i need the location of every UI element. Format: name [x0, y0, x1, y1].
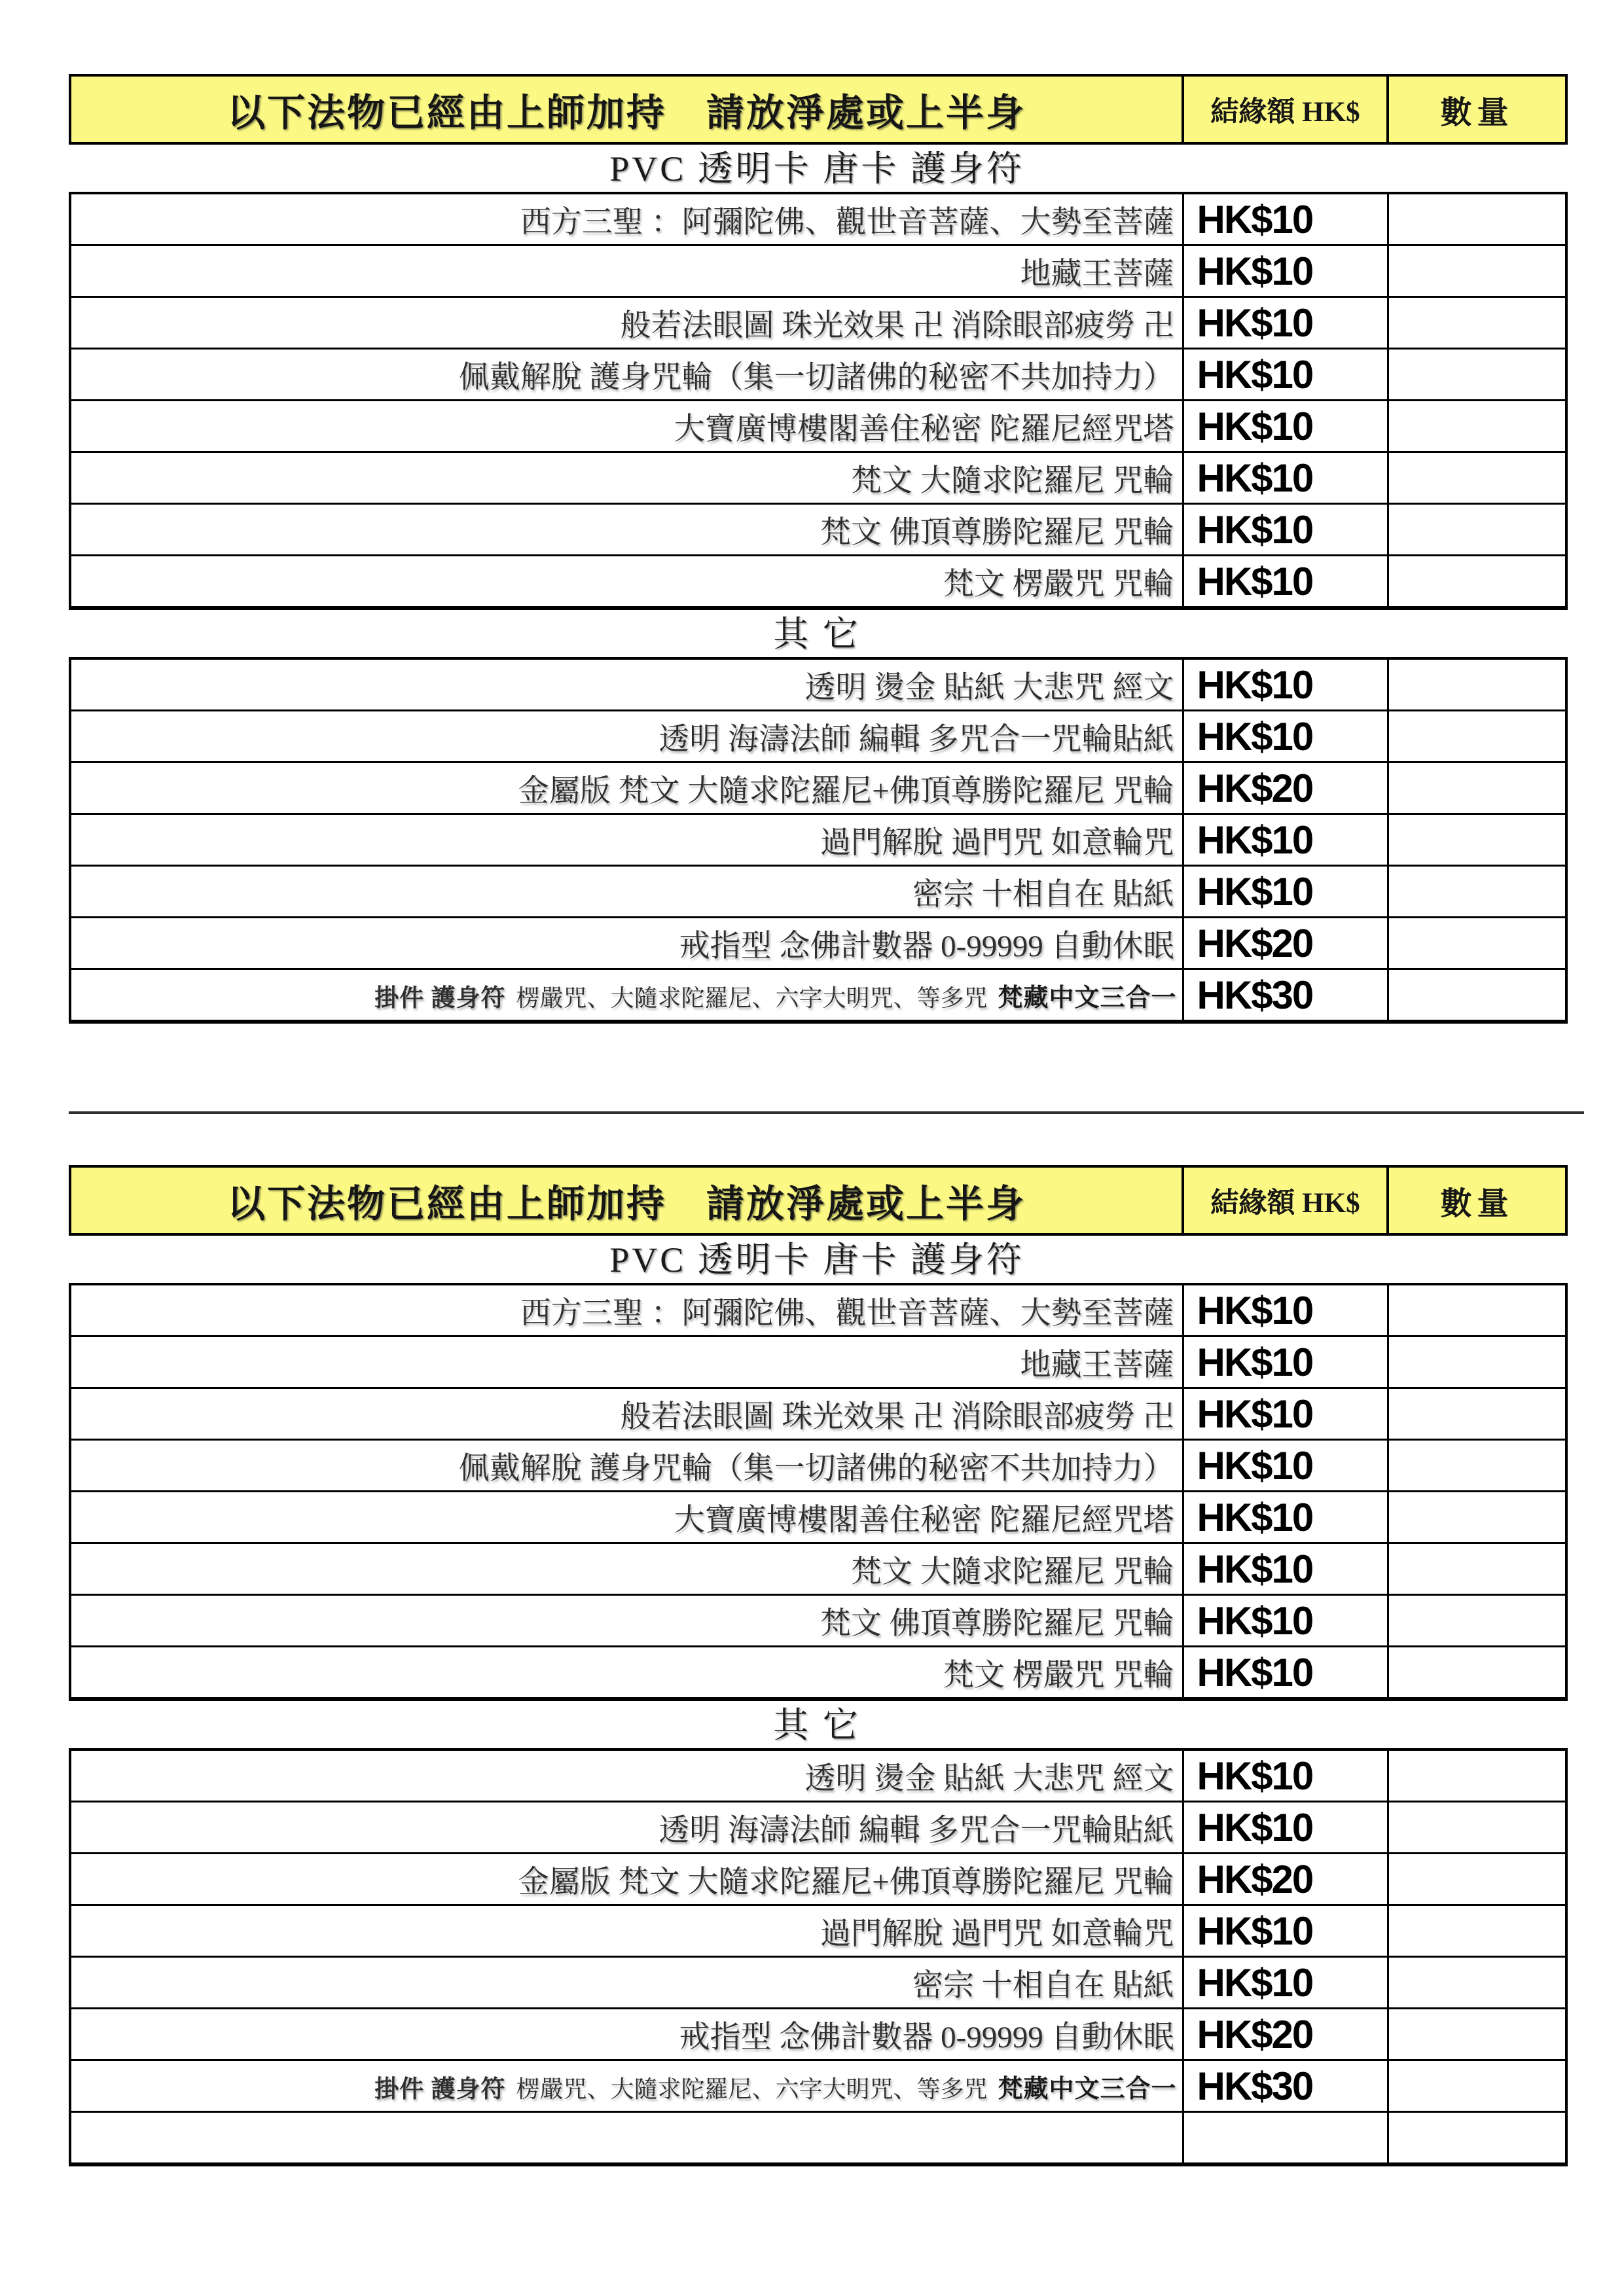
pvc-items-table: [69, 1283, 1568, 1701]
price-cell: HK$10: [1183, 1388, 1388, 1440]
item-label-cell: 般若法眼圖 珠光效果 卍 消除眼部疲勞 卍: [70, 297, 1183, 349]
price-cell: HK$20: [1183, 762, 1388, 814]
item-label-cell: 梵文 大隨求陀羅尼 咒輪: [70, 1543, 1183, 1595]
quantity-cell: [1388, 711, 1566, 762]
pendant-label-part1: 掛件 護身符: [374, 984, 506, 1012]
header-blessing-text: 以下法物已經由上師加持 請放淨處或上半身: [70, 1166, 1183, 1234]
item-label-cell: 梵文 大隨求陀羅尼 咒輪: [70, 452, 1183, 504]
table-row: [70, 969, 1566, 1022]
price-cell: HK$10: [1183, 1595, 1388, 1647]
table-row: [70, 1905, 1566, 1957]
item-label-cell: 透明 燙金 貼紙 大悲咒 經文: [70, 658, 1183, 711]
other-items-table: [69, 657, 1568, 1024]
item-label-cell: 大寶廣博樓閣善住秘密 陀羅尼經咒塔: [70, 1492, 1183, 1543]
price-cell: HK$10: [1183, 658, 1388, 711]
quantity-cell: [1388, 1957, 1566, 2009]
item-label-cell: 佩戴解脫 護身咒輪（集一切諸佛的秘密不共加持力）: [70, 1440, 1183, 1492]
table-row: [70, 1854, 1566, 1905]
quantity-cell: [1388, 349, 1566, 401]
table-row: [70, 75, 1566, 143]
table-row: [70, 452, 1566, 504]
table-row: [70, 1492, 1566, 1543]
quantity-cell: [1388, 2009, 1566, 2060]
pendant-label-part1: 掛件 護身符: [374, 2075, 506, 2103]
pendant-label-part3: 梵藏中文三合一: [998, 2075, 1177, 2103]
item-label-cell: 西方三聖 ：阿彌陀佛、觀世音菩薩、大勢至菩薩: [70, 193, 1183, 245]
quantity-cell: [1388, 1595, 1566, 1647]
item-label-cell: 密宗 十相自在 貼紙: [70, 866, 1183, 918]
price-cell: HK$10: [1183, 1749, 1388, 1802]
quantity-cell: [1388, 762, 1566, 814]
table-row: [70, 245, 1566, 297]
price-cell: HK$10: [1183, 1336, 1388, 1388]
quantity-cell: [1388, 1802, 1566, 1854]
table-row: [70, 1595, 1566, 1647]
price-cell: HK$10: [1183, 1647, 1388, 1700]
quantity-cell: [1388, 452, 1566, 504]
table-row: [70, 2009, 1566, 2060]
table-row: [70, 1388, 1566, 1440]
quantity-cell: [1388, 1854, 1566, 1905]
quantity-cell: [1388, 297, 1566, 349]
section-title-other: 其 它: [773, 615, 861, 654]
price-cell: HK$10: [1183, 504, 1388, 556]
table-row: [70, 866, 1566, 918]
price-cell: HK$10: [1183, 401, 1388, 452]
price-cell: HK$20: [1183, 918, 1388, 969]
item-label-cell: 透明 燙金 貼紙 大悲咒 經文: [70, 1749, 1183, 1802]
item-label-cell: [70, 969, 1183, 1022]
price-cell: HK$10: [1183, 245, 1388, 297]
table-row: [70, 297, 1566, 349]
quantity-cell: [1388, 556, 1566, 609]
price-cell: HK$20: [1183, 1854, 1388, 1905]
quantity-cell: [1388, 814, 1566, 866]
header-price-column-label: 結緣額 HK$: [1183, 75, 1388, 143]
quantity-cell: [1388, 504, 1566, 556]
quantity-cell: [1388, 1492, 1566, 1543]
table-row: [70, 762, 1566, 814]
item-label-cell: 透明 海濤法師 編輯 多咒合一咒輪貼紙: [70, 1802, 1183, 1854]
table-row: [70, 1647, 1566, 1700]
table-row: [70, 1802, 1566, 1854]
empty-price-cell: [1183, 2112, 1388, 2165]
quantity-cell: [1388, 658, 1566, 711]
item-label-cell: 西方三聖 ：阿彌陀佛、觀世音菩薩、大勢至菩薩: [70, 1284, 1183, 1336]
section-title-pvc: PVC 透明卡 唐卡 護身符: [609, 1240, 1024, 1280]
section-title-pvc: PVC 透明卡 唐卡 護身符: [609, 149, 1024, 188]
item-label-cell: 密宗 十相自在 貼紙: [70, 1957, 1183, 2009]
item-label-cell: 戒指型 念佛計數器 0-99999 自動休眠: [70, 918, 1183, 969]
quantity-cell: [1388, 1336, 1566, 1388]
form-copy-2: [69, 1165, 1565, 2166]
item-label-cell: 梵文 楞嚴咒 咒輪: [70, 1647, 1183, 1700]
pendant-label-part3: 梵藏中文三合一: [998, 984, 1177, 1012]
table-row: [70, 2060, 1566, 2112]
form-copy-1: [69, 74, 1565, 1024]
quantity-cell: [1388, 918, 1566, 969]
quantity-cell: [1388, 1749, 1566, 1802]
price-cell: HK$10: [1183, 1957, 1388, 2009]
table-row: [70, 918, 1566, 969]
table-row: [70, 401, 1566, 452]
table-row: [70, 1166, 1566, 1234]
table-row: [70, 1543, 1566, 1595]
quantity-cell: [1388, 969, 1566, 1022]
price-cell: HK$10: [1183, 1284, 1388, 1336]
price-cell: HK$30: [1183, 969, 1388, 1022]
table-row: [70, 711, 1566, 762]
header-price-column-label: 結緣額 HK$: [1183, 1166, 1388, 1234]
price-cell: HK$10: [1183, 452, 1388, 504]
price-cell: HK$30: [1183, 2060, 1388, 2112]
price-cell: HK$10: [1183, 1802, 1388, 1854]
price-cell: HK$10: [1183, 297, 1388, 349]
other-items-table: [69, 1748, 1568, 2166]
price-cell: HK$10: [1183, 711, 1388, 762]
price-cell: HK$10: [1183, 1905, 1388, 1957]
table-row: [70, 2112, 1566, 2165]
price-cell: HK$10: [1183, 1440, 1388, 1492]
item-label-cell: 梵文 楞嚴咒 咒輪: [70, 556, 1183, 609]
item-label-cell: 梵文 佛頂尊勝陀羅尼 咒輪: [70, 504, 1183, 556]
table-row: [70, 1284, 1566, 1336]
header-quantity-column-label: 數量: [1388, 1166, 1566, 1234]
item-label-cell: [70, 2060, 1183, 2112]
item-label-cell: 過門解脫 過門咒 如意輪咒: [70, 814, 1183, 866]
item-label-cell: 般若法眼圖 珠光效果 卍 消除眼部疲勞 卍: [70, 1388, 1183, 1440]
form-header: [69, 1165, 1568, 1236]
quantity-cell: [1388, 1647, 1566, 1700]
pendant-label-part2: 楞嚴咒、大隨求陀羅尼、六字大明咒、等多咒: [516, 2075, 988, 2102]
table-row: [70, 556, 1566, 609]
header-blessing-text: 以下法物已經由上師加持 請放淨處或上半身: [70, 75, 1183, 143]
table-row: [70, 193, 1566, 245]
item-label-cell: 佩戴解脫 護身咒輪（集一切諸佛的秘密不共加持力）: [70, 349, 1183, 401]
quantity-cell: [1388, 1905, 1566, 1957]
price-cell: HK$10: [1183, 866, 1388, 918]
item-label-cell: 地藏王菩薩: [70, 245, 1183, 297]
price-cell: HK$20: [1183, 2009, 1388, 2060]
pendant-label-part2: 楞嚴咒、大隨求陀羅尼、六字大明咒、等多咒: [516, 984, 988, 1011]
form-header: [69, 74, 1568, 145]
table-row: [70, 504, 1566, 556]
quantity-cell: [1388, 1440, 1566, 1492]
quantity-cell: [1388, 866, 1566, 918]
item-label-cell: 金屬版 梵文 大隨求陀羅尼+佛頂尊勝陀羅尼 咒輪: [70, 762, 1183, 814]
item-label-cell: 過門解脫 過門咒 如意輪咒: [70, 1905, 1183, 1957]
item-label-cell: 金屬版 梵文 大隨求陀羅尼+佛頂尊勝陀羅尼 咒輪: [70, 1854, 1183, 1905]
item-label-cell: 大寶廣博樓閣善住秘密 陀羅尼經咒塔: [70, 401, 1183, 452]
quantity-cell: [1388, 1388, 1566, 1440]
price-cell: HK$10: [1183, 1492, 1388, 1543]
table-row: [70, 349, 1566, 401]
table-row: [70, 1957, 1566, 2009]
table-row: [70, 1440, 1566, 1492]
pvc-items-table: [69, 192, 1568, 610]
section-title-other: 其 它: [773, 1706, 861, 1745]
empty-item-cell: [70, 2112, 1183, 2165]
header-quantity-column-label: 數量: [1388, 75, 1566, 143]
price-cell: HK$10: [1183, 814, 1388, 866]
table-row: [70, 814, 1566, 866]
quantity-cell: [1388, 1543, 1566, 1595]
empty-quantity-cell: [1388, 2112, 1566, 2165]
quantity-cell: [1388, 1284, 1566, 1336]
price-cell: HK$10: [1183, 349, 1388, 401]
quantity-cell: [1388, 193, 1566, 245]
quantity-cell: [1388, 245, 1566, 297]
section-divider-line: [69, 1111, 1584, 1114]
item-label-cell: 梵文 佛頂尊勝陀羅尼 咒輪: [70, 1595, 1183, 1647]
table-row: [70, 1749, 1566, 1802]
item-label-cell: 透明 海濤法師 編輯 多咒合一咒輪貼紙: [70, 711, 1183, 762]
table-row: [70, 1336, 1566, 1388]
quantity-cell: [1388, 401, 1566, 452]
price-cell: HK$10: [1183, 556, 1388, 609]
quantity-cell: [1388, 2060, 1566, 2112]
item-label-cell: 戒指型 念佛計數器 0-99999 自動休眠: [70, 2009, 1183, 2060]
price-cell: HK$10: [1183, 193, 1388, 245]
price-cell: HK$10: [1183, 1543, 1388, 1595]
table-row: [70, 658, 1566, 711]
item-label-cell: 地藏王菩薩: [70, 1336, 1183, 1388]
